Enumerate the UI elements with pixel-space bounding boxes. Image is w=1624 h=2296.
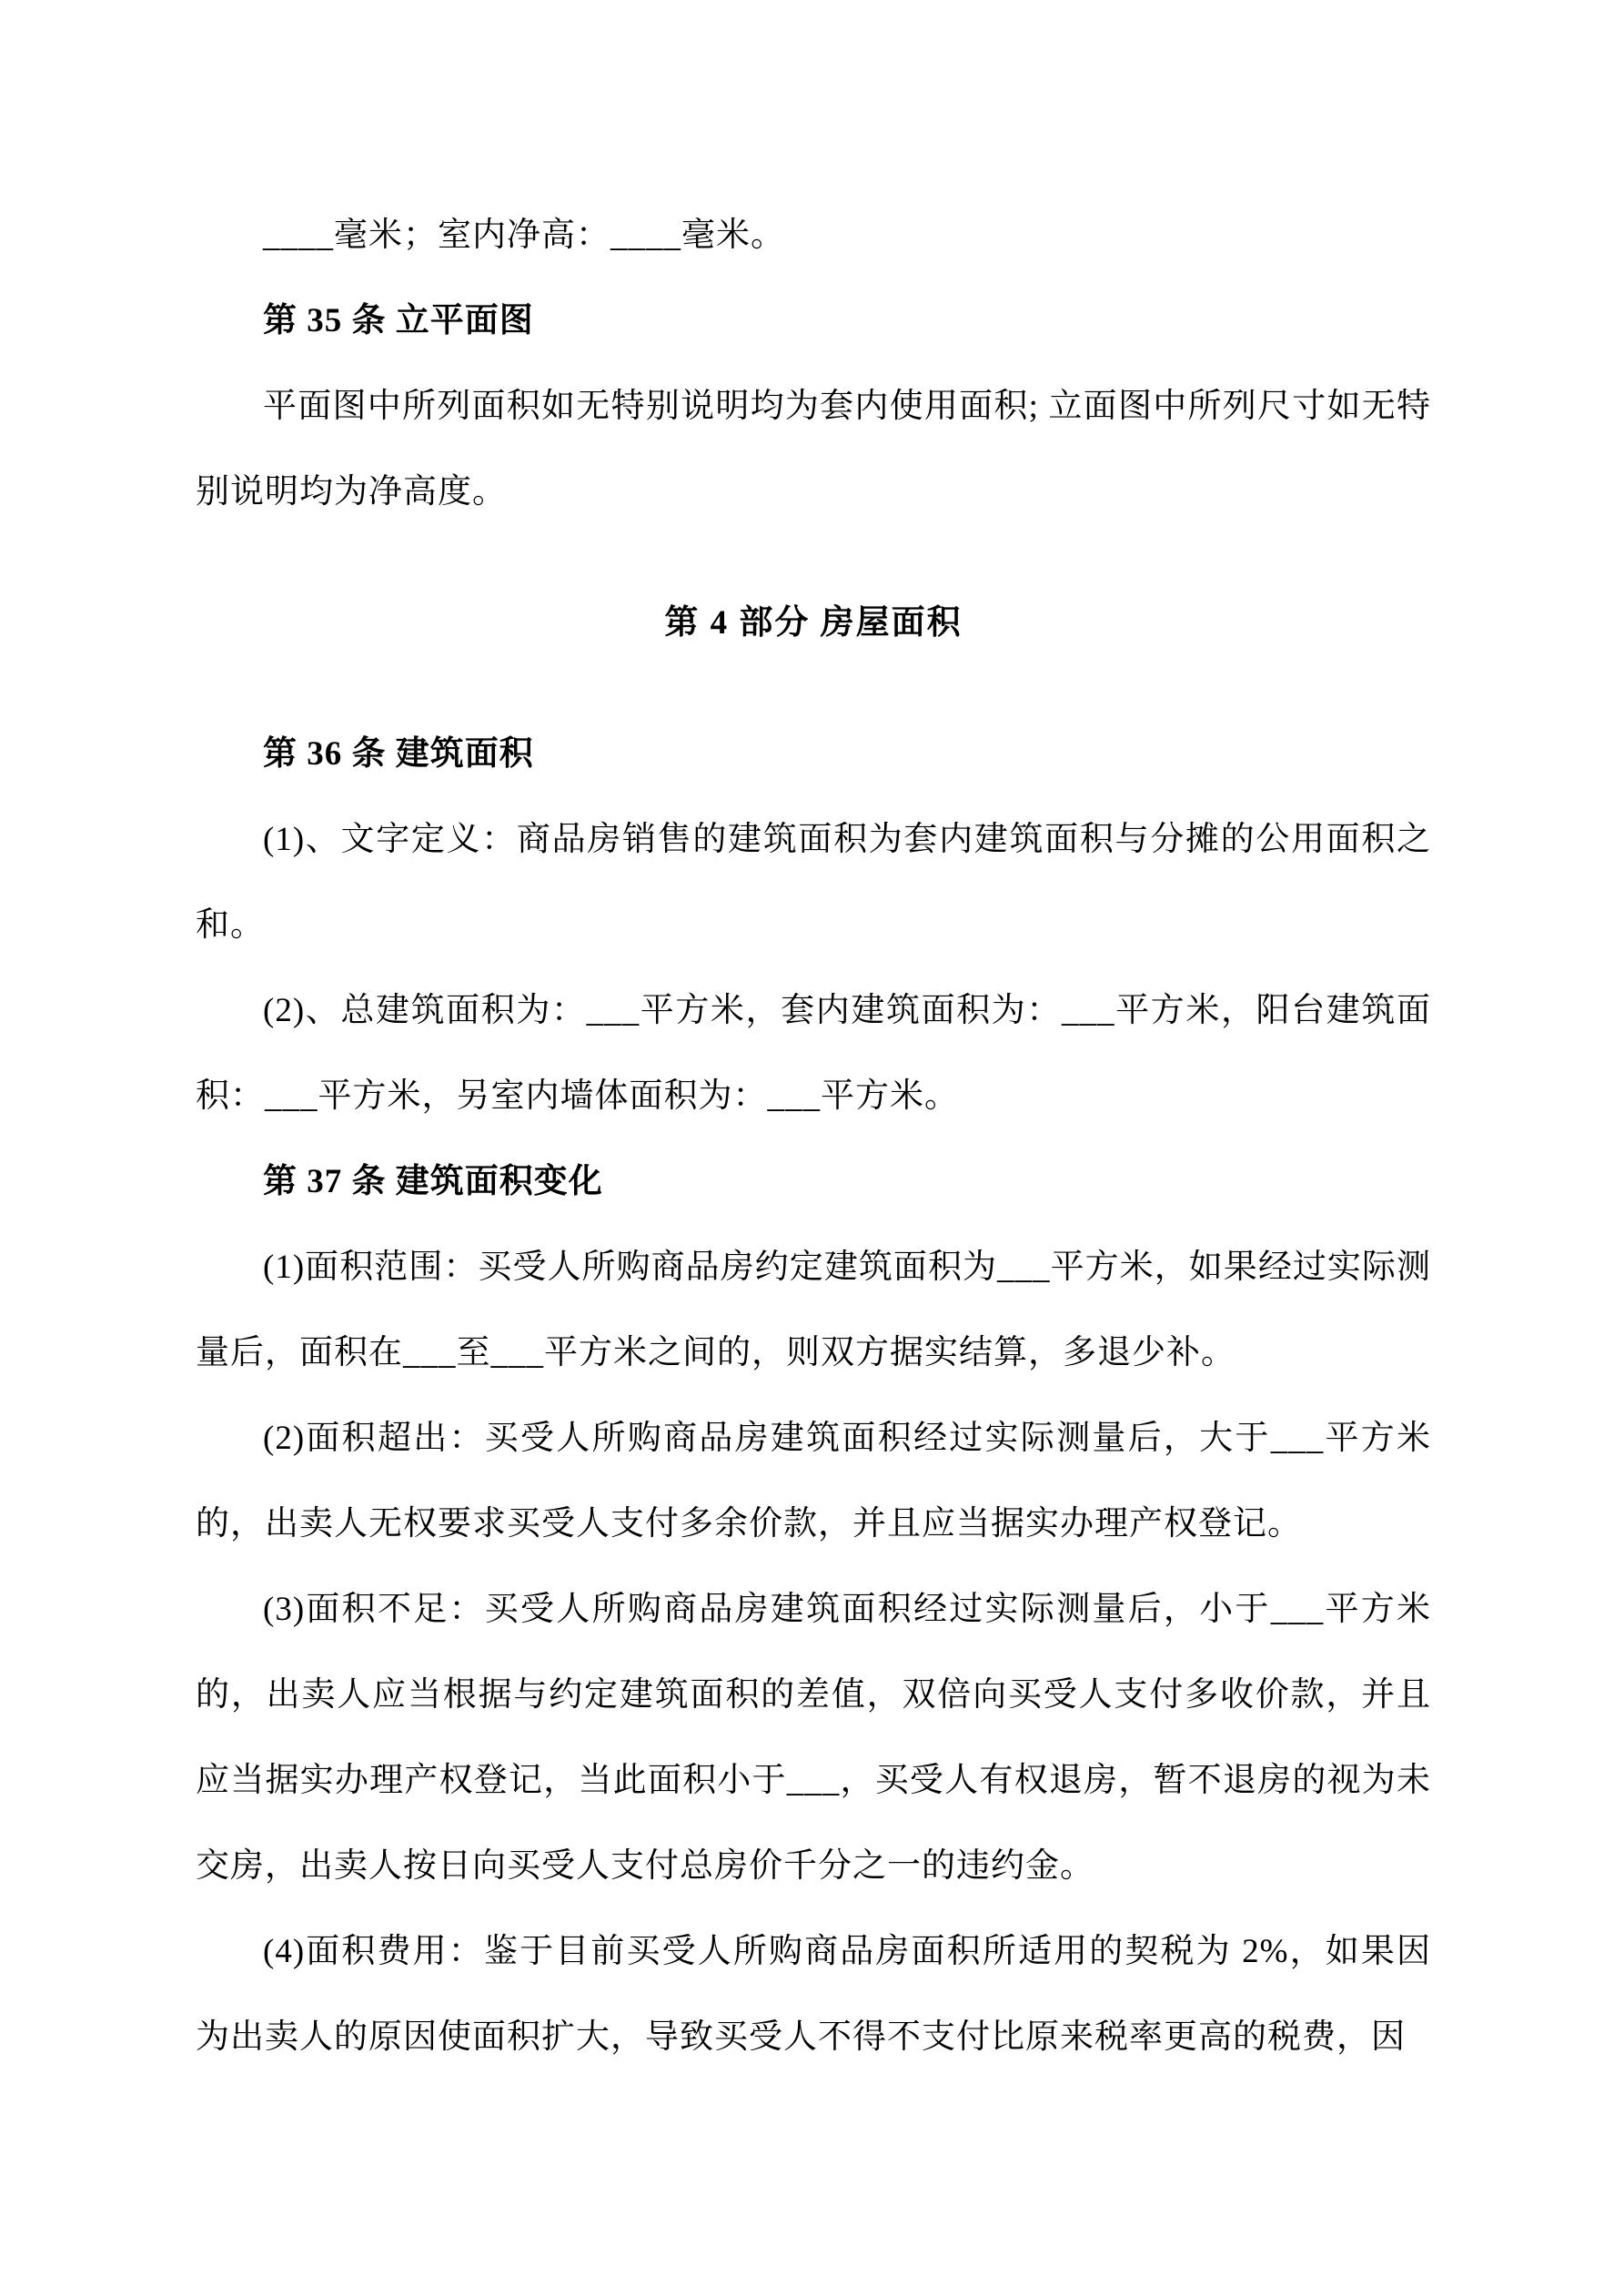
heading-article-37: 第 37 条 建筑面积变化	[263, 1163, 603, 1200]
para-dimensions-continuation: ____毫米；室内净高：____毫米。	[263, 217, 785, 254]
heading-article-35: 第 35 条 立平面图	[263, 302, 534, 339]
heading-article-36: 第 36 条 建筑面积	[263, 735, 534, 773]
para-article-36-item-1: (1)、文字定义：商品房销售的建筑面积为套内建筑面积与分摊的公用面积之和。	[196, 821, 1431, 944]
para-article-35-body: 平面图中所列面积如无特别说明均为套内使用面积; 立面图中所列尺寸如无特别说明均为净高度。	[196, 388, 1431, 511]
document-body	[196, 193, 1431, 2080]
para-article-37-item-4: (4)面积费用：鉴于目前买受人所购商品房面积所适用的契税为 2%，如果因为出卖人的原因使面积扩大，导致买受人不得不支付比原来税率更高的税费，因	[196, 1933, 1431, 2056]
para-article-36-item-2: (2)、总建筑面积为：___平方米，套内建筑面积为：___平方米，阳台建筑面积：___平方米，另室内墙体面积为：___平方米。	[196, 992, 1431, 1115]
heading-part-4: 第 4 部分 房屋面积	[664, 604, 963, 642]
para-article-37-item-2: (2)面积超出：买受人所购商品房建筑面积经过实际测量后，大于___平方米的，出卖人无权要求买受人支付多余价款，并且应当据实办理产权登记。	[196, 1420, 1431, 1542]
para-article-37-item-1: (1)面积范围：买受人所购商品房约定建筑面积为___平方米，如果经过实际测量后，面积在___至___平方米之间的，则双方据实结算，多退少补。	[196, 1249, 1431, 1371]
para-article-37-item-3: (3)面积不足：买受人所购商品房建筑面积经过实际测量后，小于___平方米的，出卖人应当根据与约定建筑面积的差值，双倍向买受人支付多收价款，并且应当据实办理产权登记，当此面积小于___，买受人有权退房，暂不退房的视为未交房，出卖人按日向买受人支付总房价千分之一的违约金。	[196, 1591, 1431, 1885]
